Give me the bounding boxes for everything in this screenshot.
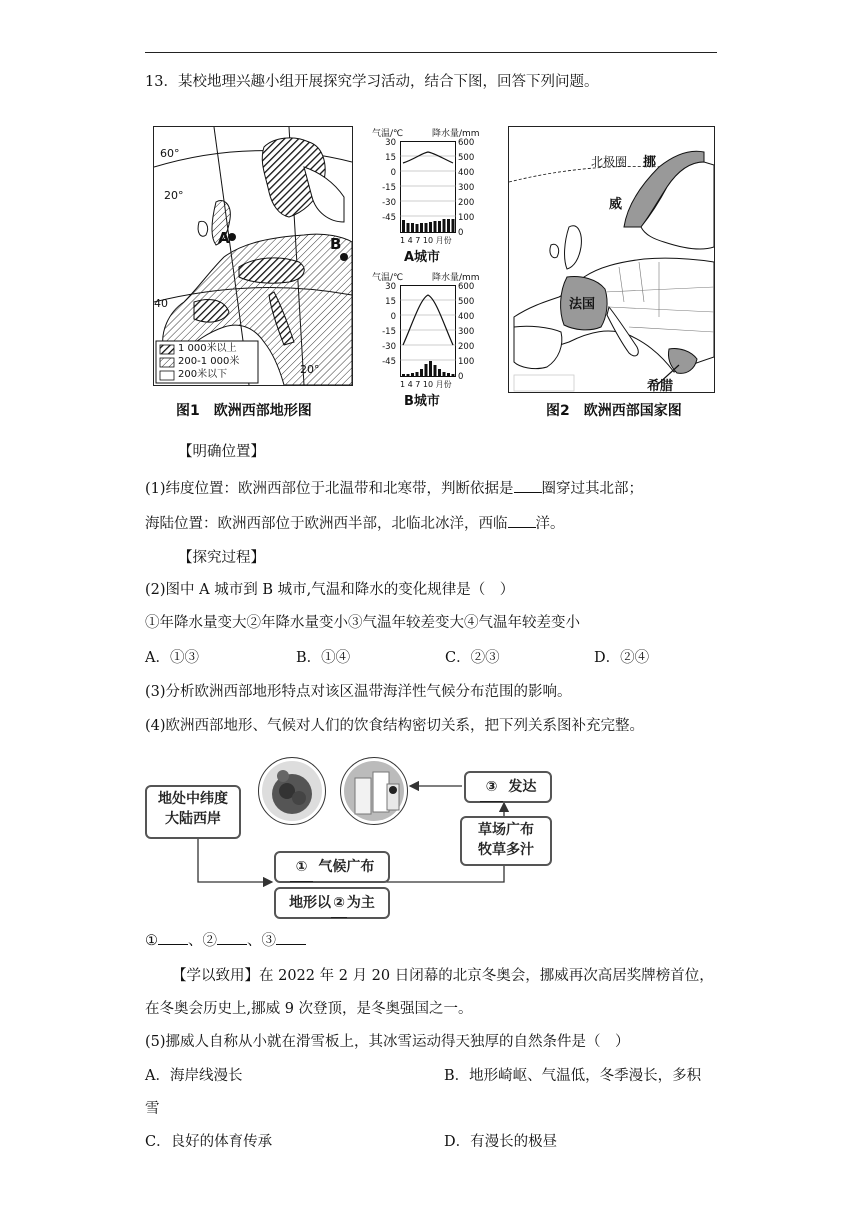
climate-plot-b <box>400 285 456 377</box>
precip-axis-label-b: 降水量/mm <box>432 273 480 283</box>
flow-terrain-text-a: 地形以 <box>289 895 332 911</box>
temp-axis-label-b: 气温/℃ <box>372 273 404 283</box>
figure1-caption: 图1 欧洲西部地形图 <box>176 403 312 419</box>
climate-a-title: A城市 <box>404 250 441 265</box>
q2-option-c[interactable]: C．②③ <box>445 650 500 666</box>
flow-box-develop <box>464 771 552 803</box>
point-b-label: B <box>330 235 342 253</box>
q2-option-b[interactable]: B．①④ <box>296 650 351 666</box>
flow-climate-num: ① <box>290 853 314 882</box>
q4-answer-blank-2[interactable] <box>217 930 247 945</box>
temp-tick-a-4: -30 <box>382 198 396 208</box>
flow-grass-line2: 牧草多汁 <box>478 842 534 858</box>
q4-answer-blank-1[interactable] <box>158 930 188 945</box>
label-lon20: 20° <box>300 363 320 376</box>
q1-line1-text-b: 圈穿过其北部； <box>541 481 644 497</box>
precip-tick-b-3: 300 <box>458 327 475 337</box>
precip-ticks-a <box>458 136 474 241</box>
flow-box-climate <box>274 851 390 883</box>
precip-ticks-b <box>458 280 474 385</box>
flow-develop-num: ③ <box>480 773 504 802</box>
q1-line2-text-a: 海陆位置：欧洲西部位于欧洲西半部，北临北冰洋，西临 <box>145 516 508 532</box>
q4-answer-label-2: 、② <box>188 933 217 949</box>
label-lat40: 40 <box>154 297 168 310</box>
q1-blank-2[interactable] <box>508 513 536 528</box>
q5-option-d[interactable]: D．有漫长的极昼 <box>444 1134 558 1150</box>
q1-line2 <box>145 513 565 534</box>
temp-tick-a-1: 15 <box>385 153 396 163</box>
milk-icon <box>341 758 407 824</box>
arctic-circle-label: 北极圈 <box>591 155 628 169</box>
temp-tick-a-2: 0 <box>390 168 396 178</box>
meat-dish-photo <box>258 757 326 825</box>
greece-label: 希腊 <box>647 379 674 393</box>
climate-chart-b <box>370 270 490 416</box>
precip-axis-label-a: 降水量/mm <box>432 129 480 139</box>
flow-location-line2: 大陆西岸 <box>165 811 221 827</box>
section-heading-position: 【明确位置】 <box>178 444 265 460</box>
flow-box-grass <box>460 816 552 866</box>
precip-tick-b-6: 0 <box>458 372 464 382</box>
flow-location-line1: 地处中纬度 <box>158 791 228 807</box>
figure2-country-map <box>508 126 715 393</box>
month-ticks-b: 1 4 7 10 月份 <box>400 380 452 389</box>
q1-line2-text-b: 洋。 <box>535 516 565 532</box>
q4-answer-label-3: 、③ <box>247 933 276 949</box>
temp-tick-b-5: -45 <box>382 357 396 367</box>
norway-label-2: 威 <box>609 197 623 212</box>
meat-dish-icon <box>259 758 325 824</box>
month-ticks-a: 1 4 7 10 月份 <box>400 236 452 245</box>
precip-tick-a-5: 100 <box>458 213 475 223</box>
precip-tick-a-0: 600 <box>458 138 475 148</box>
q4-answer-label-1: ① <box>145 933 158 949</box>
temp-tick-b-2: 0 <box>390 312 396 322</box>
precip-tick-b-1: 500 <box>458 297 475 307</box>
q1-line1 <box>145 478 643 499</box>
legend-item-2: 200-1 000米 <box>178 356 240 367</box>
temp-tick-a-0: 30 <box>385 138 396 148</box>
precip-tick-b-2: 400 <box>458 312 475 322</box>
label-lat60: 60° <box>160 147 180 160</box>
precip-tick-b-4: 200 <box>458 342 475 352</box>
precip-tick-a-1: 500 <box>458 153 475 163</box>
q4-answer-line <box>145 930 306 951</box>
flow-box-location <box>145 785 241 839</box>
temp-tick-b-4: -30 <box>382 342 396 352</box>
temp-tick-a-5: -45 <box>382 213 396 223</box>
temp-tick-a-3: -15 <box>382 183 396 193</box>
flow-terrain-text-b: 为主 <box>346 895 375 911</box>
climate-chart-a <box>370 126 490 266</box>
precip-tick-a-3: 300 <box>458 183 475 193</box>
q4-stem: (4)欧洲西部地形、气候对人们的饮食结构密切关系，把下列关系图补充完整。 <box>145 718 645 734</box>
climate-b-title: B城市 <box>404 394 440 409</box>
precip-tick-b-5: 100 <box>458 357 475 367</box>
q4-answer-blank-3[interactable] <box>276 930 306 945</box>
q2-items: ①年降水量变大②年降水量变小③气温年较差变大④气温年较差变小 <box>145 615 580 631</box>
flow-grass-line1: 草场广布 <box>478 822 534 838</box>
figure2-caption: 图2 欧洲西部国家图 <box>546 403 682 419</box>
q1-line1-text-a: (1)纬度位置：欧洲西部位于北温带和北寒带，判断依据是 <box>145 481 514 497</box>
dairy-products-photo <box>340 757 408 825</box>
q2-option-d[interactable]: D．②④ <box>594 650 650 666</box>
norway-label-1: 挪 <box>643 155 657 170</box>
apply-paragraph-line1: 【学以致用】在 2022 年 2 月 20 日闭幕的北京冬奥会，挪威再次高居奖牌榜首位， <box>172 968 714 984</box>
section-heading-explore: 【探究过程】 <box>178 550 265 566</box>
temp-tick-b-3: -15 <box>382 327 396 337</box>
point-a-label: A <box>218 229 230 247</box>
climate-plot-a <box>400 141 456 233</box>
legend-item-3: 200米以下 <box>178 369 228 380</box>
legend-item-1: 1 000米以上 <box>178 343 237 354</box>
temp-tick-b-0: 30 <box>385 282 396 292</box>
precip-tick-a-2: 400 <box>458 168 475 178</box>
precip-tick-b-0: 600 <box>458 282 475 292</box>
flow-climate-text: 气候广布 <box>318 859 375 875</box>
temp-ticks-a <box>378 136 396 226</box>
q5-stem: (5)挪威人自称从小就在滑雪板上，其冰雪运动得天独厚的自然条件是（ ） <box>145 1034 630 1050</box>
temp-axis-label-a: 气温/℃ <box>372 129 404 139</box>
flow-box-terrain <box>274 887 390 919</box>
q2-option-a[interactable]: A．①③ <box>145 650 199 666</box>
label-lat20: 20° <box>164 189 184 202</box>
q5-option-a[interactable]: A．海岸线漫长 <box>145 1068 243 1084</box>
q5-option-b[interactable]: B．地形崎岖、气温低，冬季漫长，多积 <box>444 1068 702 1084</box>
q1-blank-1[interactable] <box>514 478 542 493</box>
france-label: 法国 <box>569 297 596 312</box>
temp-tick-b-1: 15 <box>385 297 396 307</box>
top-rule <box>145 52 717 53</box>
precip-tick-a-6: 0 <box>458 228 464 238</box>
question-intro: 13．某校地理兴趣小组开展探究学习活动，结合下图，回答下列问题。 <box>145 74 599 90</box>
apply-paragraph-line2: 在冬奥会历史上,挪威 9 次登顶，是冬奥强国之一。 <box>145 1001 473 1017</box>
figure1-terrain-map <box>153 126 353 386</box>
q5-option-b-continued: 雪 <box>145 1101 160 1117</box>
q2-stem: (2)图中 A 城市到 B 城市,气温和降水的变化规律是（ ） <box>145 582 515 598</box>
precip-tick-a-4: 200 <box>458 198 475 208</box>
temp-ticks-b <box>378 280 396 370</box>
flow-develop-text: 发达 <box>508 779 537 795</box>
q5-option-c[interactable]: C．良好的体育传承 <box>145 1134 273 1150</box>
q3-stem: (3)分析欧洲西部地形特点对该区温带海洋性气候分布范围的影响。 <box>145 684 572 700</box>
flow-terrain-num: ② <box>331 889 347 918</box>
